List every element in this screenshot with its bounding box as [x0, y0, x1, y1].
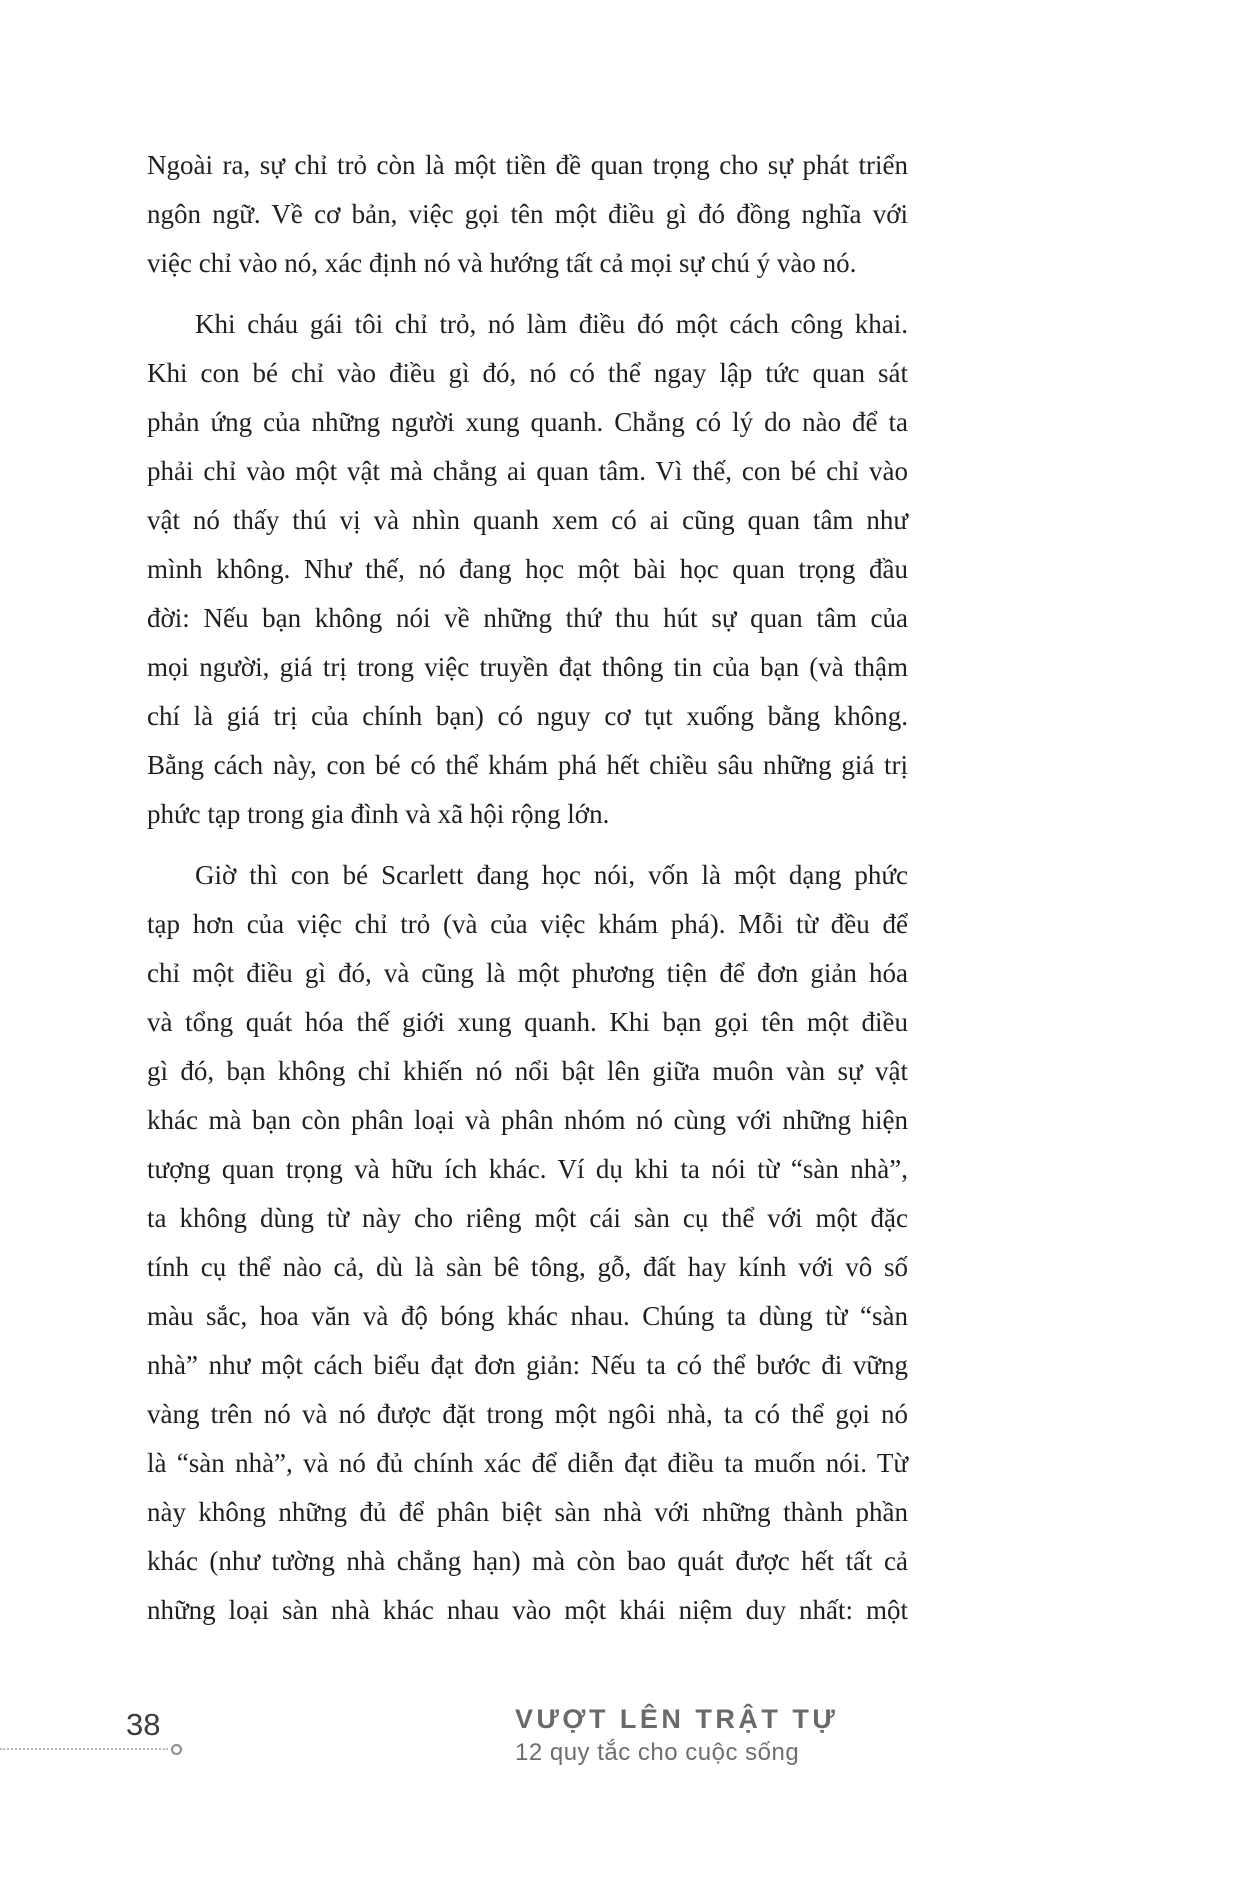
- paragraph: [147, 141, 908, 288]
- text-line: tính cụ thể nào cả, dù là sàn bê tông, gỗ, đất hay kính với vô số: [147, 1252, 908, 1282]
- text-line: ta không dùng từ này cho riêng một cái sàn cụ thể với một đặc: [147, 1203, 908, 1233]
- text-line: khác mà bạn còn phân loại và phân nhóm nó cùng với những hiện: [147, 1105, 908, 1135]
- text-line: phản ứng của những người xung quanh. Chẳng có lý do nào để ta: [147, 407, 908, 437]
- text-line: vàng trên nó và nó được đặt trong một ngôi nhà, ta có thể gọi nó: [147, 1399, 908, 1429]
- text-line: này không những đủ để phân biệt sàn nhà với những thành phần: [147, 1497, 908, 1527]
- text-line: mọi người, giá trị trong việc truyền đạt thông tin của bạn (và thậm: [147, 652, 908, 682]
- text-line: đời: Nếu bạn không nói về những thứ thu hút sự quan tâm của: [147, 603, 908, 633]
- text-line: tạp hơn của việc chỉ trỏ (và của việc khám phá). Mỗi từ đều để: [147, 909, 908, 939]
- text-line: Giờ thì con bé Scarlett đang học nói, vốn là một dạng phức: [195, 860, 908, 890]
- text-line: khác (như tường nhà chẳng hạn) mà còn bao quát được hết tất cả: [147, 1546, 908, 1576]
- text-line: là “sàn nhà”, và nó đủ chính xác để diễn đạt điều ta muốn nói. Từ: [147, 1448, 908, 1478]
- body-text: [147, 141, 908, 1635]
- book-subtitle: 12 quy tắc cho cuộc sống: [515, 1739, 800, 1767]
- text-line: Bằng cách này, con bé có thể khám phá hết chiều sâu những giá trị: [147, 750, 908, 780]
- text-line: gì đó, bạn không chỉ khiến nó nổi bật lên giữa muôn vàn sự vật: [147, 1056, 908, 1086]
- text-line: tượng quan trọng và hữu ích khác. Ví dụ khi ta nói từ “sàn nhà”,: [147, 1154, 908, 1184]
- text-line: nhà” như một cách biểu đạt đơn giản: Nếu ta có thể bước đi vững: [147, 1350, 908, 1380]
- page-number: 38: [126, 1707, 161, 1742]
- text-line: việc chỉ vào nó, xác định nó và hướng tất cả mọi sự chú ý vào nó.: [147, 248, 857, 278]
- text-line: vật nó thấy thú vị và nhìn quanh xem có ai cũng quan tâm như: [147, 505, 908, 535]
- text-line: mình không. Như thế, nó đang học một bài học quan trọng đầu: [147, 554, 908, 584]
- footer-rule-end-circle: [171, 1744, 182, 1755]
- text-line: Khi cháu gái tôi chỉ trỏ, nó làm điều đó một cách công khai.: [195, 309, 908, 339]
- text-line: Khi con bé chỉ vào điều gì đó, nó có thể ngay lập tức quan sát: [147, 358, 908, 388]
- text-line: màu sắc, hoa văn và độ bóng khác nhau. Chúng ta dùng từ “sàn: [147, 1301, 908, 1331]
- footer-title-block: [515, 1704, 838, 1768]
- book-title: VƯỢT LÊN TRẬT TỰ: [515, 1704, 839, 1734]
- text-line: và tổng quát hóa thế giới xung quanh. Khi bạn gọi tên một điều: [147, 1007, 908, 1037]
- text-line: chỉ một điều gì đó, và cũng là một phương tiện để đơn giản hóa: [147, 958, 908, 988]
- paragraph: [147, 851, 908, 1635]
- footer-dotted-rule: [0, 1748, 168, 1750]
- text-line: Ngoài ra, sự chỉ trỏ còn là một tiền đề quan trọng cho sự phát triển: [147, 150, 908, 180]
- text-line: ngôn ngữ. Về cơ bản, việc gọi tên một điều gì đó đồng nghĩa với: [147, 199, 908, 229]
- text-line: phải chỉ vào một vật mà chẳng ai quan tâm. Vì thế, con bé chỉ vào: [147, 456, 908, 486]
- text-line: những loại sàn nhà khác nhau vào một khái niệm duy nhất: một: [147, 1595, 908, 1625]
- paragraph: [147, 300, 908, 839]
- text-line: phức tạp trong gia đình và xã hội rộng lớn.: [147, 799, 610, 829]
- text-line: chí là giá trị của chính bạn) có nguy cơ tụt xuống bằng không.: [147, 701, 908, 731]
